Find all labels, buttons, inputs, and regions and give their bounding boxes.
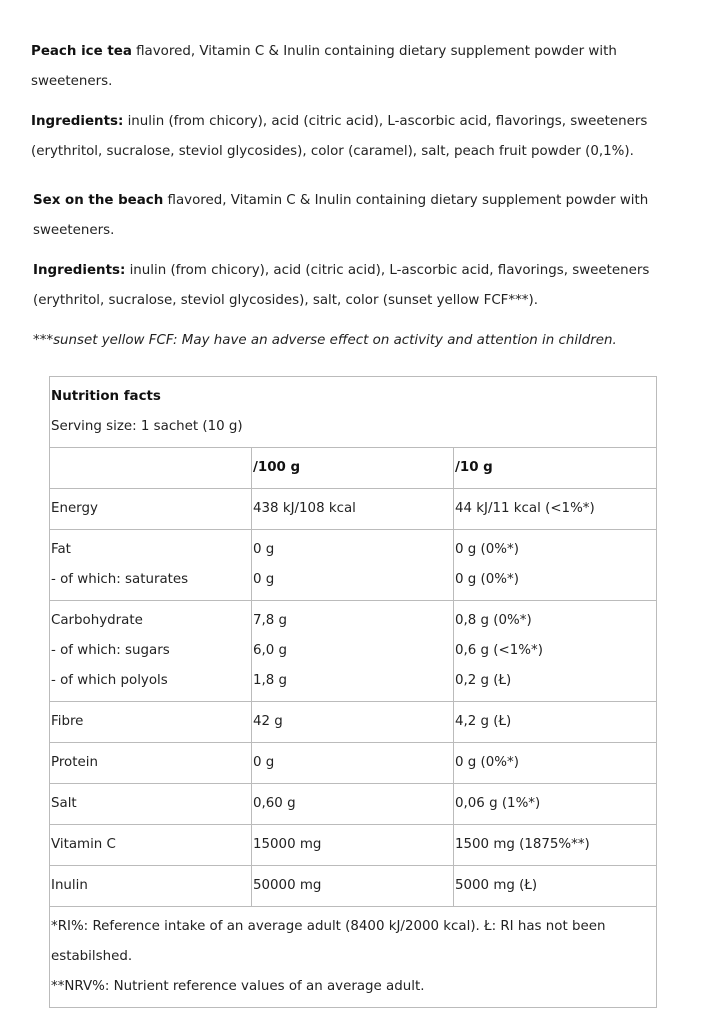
product1-ingredients-text-2: (erythritol, sucralose, steviol glycosides), color (caramel), salt, peach fruit powder (0,1%). bbox=[31, 144, 634, 159]
product2-description-text-2: sweeteners. bbox=[33, 223, 115, 238]
nutrition-header-cell bbox=[50, 377, 657, 448]
nutrient-label: Carbohydrate bbox=[51, 613, 143, 628]
column-header-100g: /100 g bbox=[252, 448, 454, 489]
value-per-10g: 0,06 g (1%*) bbox=[454, 784, 657, 825]
value-per-10g-group bbox=[454, 530, 657, 601]
serving-size: Serving size: 1 sachet (10 g) bbox=[51, 419, 243, 434]
table-row bbox=[50, 866, 657, 907]
nutrient-label: Vitamin C bbox=[50, 825, 252, 866]
value-per-10g: 0 g (0%*) bbox=[454, 743, 657, 784]
value-per-100g: 42 g bbox=[252, 702, 454, 743]
value-per-10g: 44 kJ/11 kcal (<1%*) bbox=[454, 489, 657, 530]
product2-description bbox=[33, 186, 693, 246]
value-per-10g-group bbox=[454, 601, 657, 702]
value-per-100g: 438 kJ/108 kcal bbox=[252, 489, 454, 530]
nutrient-label-group bbox=[50, 601, 252, 702]
nutrition-table bbox=[49, 376, 657, 1008]
footnote-ri-cont: estabilshed. bbox=[51, 949, 133, 964]
value-per-100g: 0 g bbox=[253, 542, 275, 557]
product1-ingredients bbox=[31, 107, 691, 167]
product2-description-text: flavored, Vitamin C & Inulin containing dietary supplement powder with bbox=[163, 193, 649, 208]
table-row bbox=[50, 784, 657, 825]
colorant-warning: ***sunset yellow FCF: May have an adverse effect on activity and attention in children. bbox=[33, 333, 617, 348]
product2-ingredients bbox=[33, 256, 693, 316]
product1-name: Peach ice tea bbox=[31, 44, 132, 59]
value-per-100g-group bbox=[252, 601, 454, 702]
table-row bbox=[50, 702, 657, 743]
value-per-100g-group bbox=[252, 530, 454, 601]
table-row bbox=[50, 448, 657, 489]
footnote-ri: *RI%: Reference intake of an average adult (8400 kJ/2000 kcal). Ł: RI has not been bbox=[51, 919, 606, 934]
product1-ingredients-text: inulin (from chicory), acid (citric acid), L-ascorbic acid, flavorings, sweeteners bbox=[123, 114, 648, 129]
product1-description-text-2: sweeteners. bbox=[31, 74, 113, 89]
product2-ingredients-text-2: (erythritol, sucralose, steviol glycosides), salt, color (sunset yellow FCF***). bbox=[33, 293, 538, 308]
value-per-100g: 1,8 g bbox=[253, 673, 288, 688]
product2-ingredients-text: inulin (from chicory), acid (citric acid), L-ascorbic acid, flavorings, sweeteners bbox=[125, 263, 650, 278]
nutrient-sublabel: - of which polyols bbox=[51, 673, 168, 688]
nutrition-title: Nutrition facts bbox=[51, 389, 161, 404]
table-row bbox=[50, 825, 657, 866]
product1-ingredients-label: Ingredients: bbox=[31, 114, 124, 129]
product2-ingredients-label: Ingredients: bbox=[33, 263, 126, 278]
nutrient-label: Inulin bbox=[50, 866, 252, 907]
product2-name: Sex on the beach bbox=[33, 193, 164, 208]
table-row bbox=[50, 377, 657, 448]
table-row bbox=[50, 489, 657, 530]
value-per-10g: 0 g (0%*) bbox=[455, 572, 519, 587]
product1-description bbox=[31, 37, 691, 97]
footnotes-cell bbox=[50, 907, 657, 1008]
value-per-10g: 0 g (0%*) bbox=[455, 542, 519, 557]
value-per-100g: 7,8 g bbox=[253, 613, 288, 628]
value-per-10g: 4,2 g (Ł) bbox=[454, 702, 657, 743]
nutrient-label: Energy bbox=[50, 489, 252, 530]
table-row bbox=[50, 530, 657, 601]
column-header-empty bbox=[50, 448, 252, 489]
nutrient-label: Fibre bbox=[50, 702, 252, 743]
nutrient-label: Salt bbox=[50, 784, 252, 825]
footnote-nrv: **NRV%: Nutrient reference values of an average adult. bbox=[51, 979, 425, 994]
table-row bbox=[50, 743, 657, 784]
value-per-10g: 0,2 g (Ł) bbox=[455, 673, 512, 688]
value-per-100g: 50000 mg bbox=[252, 866, 454, 907]
nutrient-sublabel: - of which: sugars bbox=[51, 643, 170, 658]
value-per-100g: 0,60 g bbox=[252, 784, 454, 825]
column-header-10g: /10 g bbox=[454, 448, 657, 489]
value-per-100g: 6,0 g bbox=[253, 643, 288, 658]
product1-description-text: flavored, Vitamin C & Inulin containing dietary supplement powder with bbox=[131, 44, 617, 59]
nutrient-label: Fat bbox=[51, 542, 71, 557]
nutrient-label: Protein bbox=[50, 743, 252, 784]
value-per-10g: 0,6 g (<1%*) bbox=[455, 643, 543, 658]
value-per-100g: 0 g bbox=[252, 743, 454, 784]
nutrient-label-group bbox=[50, 530, 252, 601]
value-per-10g: 5000 mg (Ł) bbox=[454, 866, 657, 907]
nutrient-sublabel: - of which: saturates bbox=[51, 572, 189, 587]
table-row bbox=[50, 601, 657, 702]
value-per-10g: 0,8 g (0%*) bbox=[455, 613, 532, 628]
table-row bbox=[50, 907, 657, 1008]
value-per-10g: 1500 mg (1875%**) bbox=[454, 825, 657, 866]
value-per-100g: 0 g bbox=[253, 572, 275, 587]
value-per-100g: 15000 mg bbox=[252, 825, 454, 866]
